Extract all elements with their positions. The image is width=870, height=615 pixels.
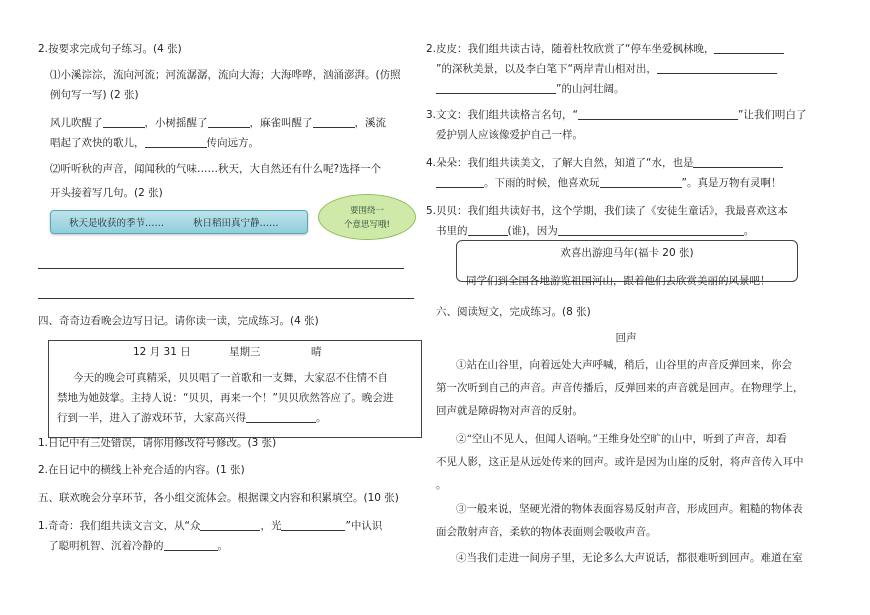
section6-title: 六、阅读短文，完成练习。(8 张) (436, 306, 591, 318)
writing-line[interactable] (38, 298, 414, 299)
hint-text-line2: 个意思写哦! (344, 220, 390, 230)
q5-1-line2: 了聪明机智、沉着冷静的 。 (48, 540, 228, 552)
answer-blank[interactable] (436, 82, 556, 94)
passage-p2-line3: 。 (436, 479, 447, 491)
section4-title: 四、奇奇边看晚会边写日记。请你读一读，完成练习。(4 张) (38, 315, 319, 327)
q2-1-instruction-cont: 例句写一写) (2 张) (50, 89, 139, 101)
q5-1-line1: 1.奇奇：我们组共读文言文，从“众 ，光 ”中认识 (38, 520, 383, 532)
q2-1-sentence-line2: 唱起了欢快的歌儿， 传向远方。 (50, 137, 259, 149)
section5-title: 五、联欢晚会分享环节，各小组交流体会。根据课文内容和积累填空。(10 张) (38, 492, 399, 504)
answer-blank[interactable] (436, 176, 484, 188)
q5-3-line1: 3.文文：我们组共读格言名句，“ ”让我们明白了 (426, 109, 807, 121)
passage-p2-line2: 不见人影，这正是从远处传来的回声。或许是因为山崖的反射，将声音传入耳中 (436, 456, 804, 468)
q2-title: 2.按要求完成句子练习。(4 张) (38, 43, 182, 55)
hint-bubble (318, 194, 416, 240)
answer-blank[interactable] (578, 108, 738, 120)
q5-3-line2: 爱护别人应该像爱护自己一样。 (436, 129, 583, 141)
answer-blank[interactable] (558, 224, 744, 236)
writing-line[interactable] (38, 268, 404, 269)
diary-box (48, 340, 422, 438)
passage-p3-line1: ③一般来说，坚硬光滑的物体表面容易反射声音，形成回声。粗糙的物体表 (456, 503, 803, 515)
passage-p3-line2: 面会散射声音，柔软的物体表面则会吸收声音。 (436, 526, 657, 538)
answer-blank[interactable] (714, 42, 784, 54)
answer-blank[interactable] (600, 176, 682, 188)
diary-text-line1: 今天的晚会可真精采，贝贝唱了一首歌和一支舞，大家忍不住情不自 (73, 372, 388, 384)
diary-text-line2: 禁地为她鼓掌。主持人说：“贝贝，再来一个！”贝贝欣然答应了。晚会进 (57, 392, 394, 404)
q2-1-instruction: ⑴小溪淙淙，流向河流；河流潺潺，流向大海；大海哗哗，汹涌澎湃。(仿照 (50, 69, 401, 81)
passage-p1-line3: 回声就是障碍物对声音的反射。 (436, 405, 583, 417)
activity-title: 欢喜出游迎马年(福卡 20 张) (560, 247, 694, 259)
q5-4-line2: 。下雨的时候，他喜欢玩 ”。真是万物有灵啊！ (436, 176, 781, 190)
banner-prompt-b: 秋日稻田真宁静…… (193, 218, 279, 229)
q4-1: 1.日记中有三处错误，请你用修改符号修改。(3 张) (38, 437, 277, 449)
q5-2-line1: 2.皮皮：我们组共读古诗，随着杜牧欣赏了“停车坐爱枫林晚， (426, 42, 784, 56)
passage-p2-line1: ②“空山不见人，但闻人语响。”王维身处空旷的山中，听到了声音，却看 (456, 433, 787, 445)
q5-5-line2: 书里的 (谁)，因为 。 (436, 225, 755, 237)
q2-2-instruction-cont: 开头接着写几句。(2 张) (50, 187, 163, 199)
diary-weekday: 星期三 (229, 346, 261, 358)
hint-text-line1: 要围绕一 (349, 206, 384, 216)
answer-blank[interactable] (281, 519, 345, 531)
answer-blank[interactable] (246, 411, 316, 423)
passage-p1-line1: ①站在山谷里，向着远处大声呼喊，稍后，山谷里的声音反弹回来，你会 (456, 359, 792, 371)
answer-blank[interactable] (200, 519, 260, 531)
q2-1-sentence-line1: 风儿吹醒了 ，小树摇醒了 ，麻雀叫醒了 ，溪流 (50, 117, 386, 129)
q5-2-line3: ”的山河壮阔。 (436, 82, 624, 96)
answer-blank[interactable] (164, 539, 218, 551)
q5-2-line2: ”的深秋美景，以及李白笔下“两岸青山相对出， (436, 62, 777, 76)
q5-5-line1: 5.贝贝：我们组共读好书，这个学期，我们读了《安徒生童话》，我最喜欢这本 (426, 205, 788, 217)
passage-title: 回声 (615, 332, 637, 344)
answer-blank[interactable] (468, 224, 508, 236)
passage-p4-line1: ④当我们走进一间房子里，无论多么大声说话，都很难听到回声。难道在室 (456, 552, 803, 564)
answer-blank[interactable] (313, 116, 355, 128)
banner-prompt-a: 秋天是收获的季节…… (69, 218, 165, 229)
diary-date: 12 月 31 日 (133, 346, 191, 358)
activity-text: 同学们到全国各地游览祖国河山，跟着他们去欣赏美丽的风景吧！ (466, 275, 771, 287)
q4-2: 2.在日记中的横线上补充合适的内容。(1 张) (38, 464, 245, 476)
answer-blank[interactable] (657, 62, 777, 74)
answer-blank[interactable] (145, 136, 207, 148)
diary-text-line3: 行到一半，进入了游戏环节，大家高兴得 。 (57, 412, 327, 424)
passage-p1-line2: 第一次听到自己的声音。声音传播后，反弹回来的声音就是回声。在物理学上， (436, 382, 804, 394)
prompt-banner (50, 210, 308, 234)
q5-4-line1: 4.朵朵：我们组共读美文，了解大自然，知道了“水，也是 (426, 156, 783, 170)
diary-weather: 晴 (311, 346, 322, 358)
answer-blank[interactable] (693, 156, 783, 168)
answer-blank[interactable] (208, 116, 250, 128)
answer-blank[interactable] (103, 116, 145, 128)
q2-2-instruction: ⑵听听秋的声音，闻闻秋的气味……秋天，大自然还有什么呢?选择一个 (50, 163, 382, 175)
